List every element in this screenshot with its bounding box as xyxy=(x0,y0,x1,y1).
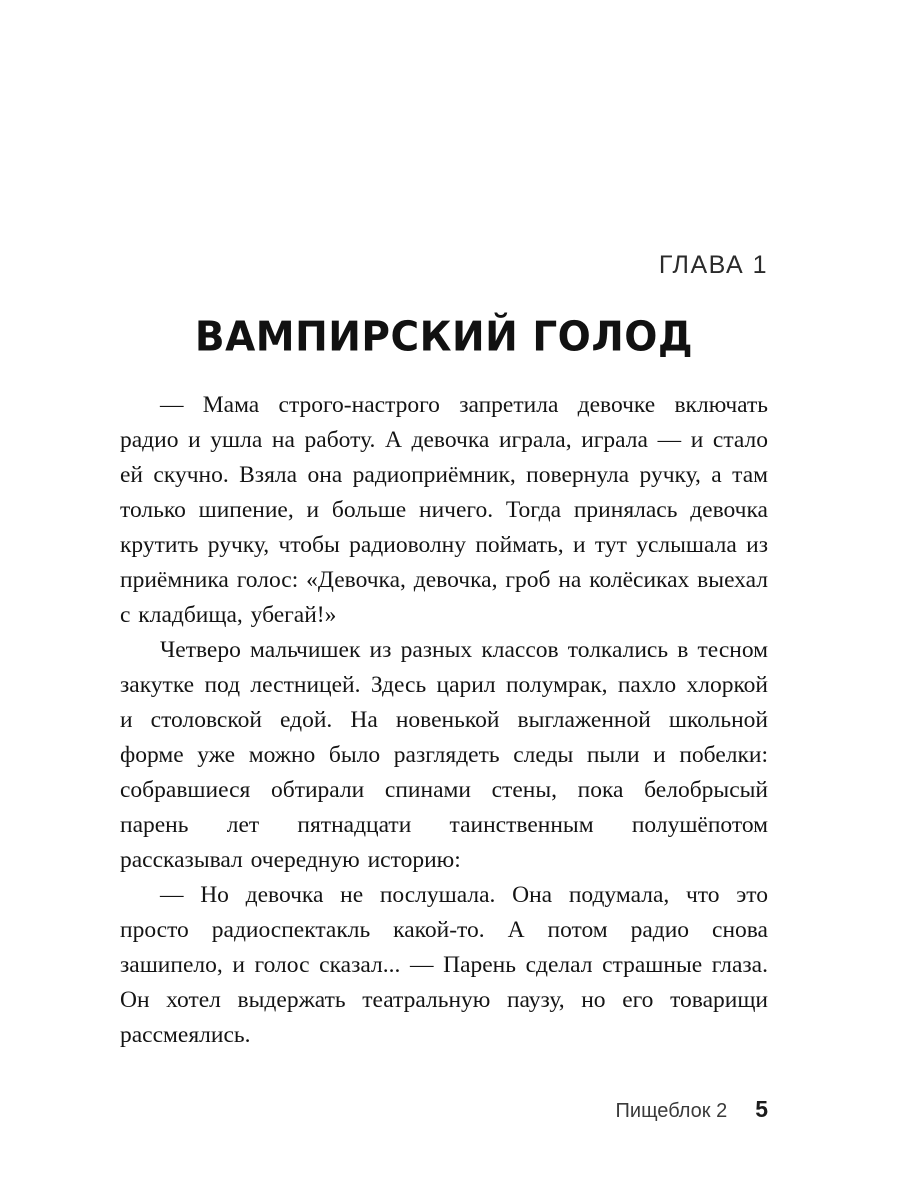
page-content xyxy=(120,0,768,1053)
page-number: 5 xyxy=(755,1096,768,1122)
body-text xyxy=(120,388,768,1053)
body-paragraph-1: — Мама строго-настрого запретила девочке включать радио и ушла на работу. А девочка играла, играла — и стало ей скучно. Взяла она радиоприёмник, повернула ручку, а там только шипение, и больше ничего. Тогда принялась девочка крутить ручку, чтобы радиоволну поймать, и тут услышала из приёмника голос: «Девочка, девочка, гроб на колёсиках выехал с кладбища, убегай!» xyxy=(120,392,768,629)
body-paragraph-2: Четверо мальчишек из разных классов толкались в тесном закутке под лестницей. Здесь царил полумрак, пахло хлоркой и столовской едой. На новенькой выглаженной школьной форме уже можно было разглядеть следы пыли и побелки: собравшиеся обтирали спинами стены, пока белобрысый парень лет пятнадцати таинственным полушёпотом рассказывал очередную историю: xyxy=(120,637,768,874)
chapter-label: ГЛАВА 1 xyxy=(658,251,768,279)
body-paragraph-3: — Но девочка не послушала. Она подумала, что это просто радиоспектакль какой-то. А потом радио снова зашипело, и голос сказал... — Парень сделал страшные глаза. Он хотел выдержать театральную паузу, но его товарищи рассмеялись. xyxy=(120,882,768,1049)
running-title: Пищеблок 2 xyxy=(615,1100,728,1122)
chapter-title: ВАМПИРСКИЙ ГОЛОД xyxy=(194,313,694,361)
page-footer xyxy=(120,1096,768,1123)
